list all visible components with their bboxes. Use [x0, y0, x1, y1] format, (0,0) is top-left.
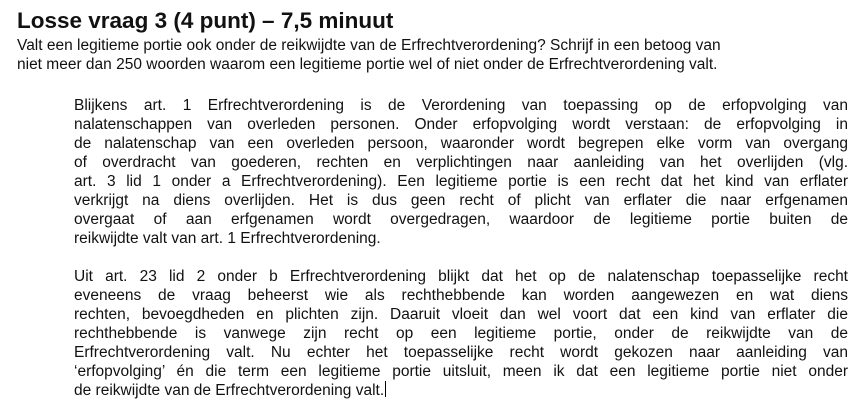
question-text: [17, 36, 853, 74]
answer-line: Blijkens art. 1 Erfrechtverordening is de Verordening van toepassing op de erfopvolging van: [74, 97, 848, 114]
answer-line: art. 3 lid 1 onder a Erfrechtverordening). Een legitieme portie is een recht dat het kind van erflater: [74, 173, 848, 190]
text-cursor: [385, 381, 386, 397]
answer-line: verkrijgt na diens overlijden. Het is dus geen recht of plicht van erflater die naar erfgenamen: [74, 192, 848, 209]
answer-line: de nalatenschap van een overleden persoon, waaronder wordt begrepen elke vorm van overgang: [74, 135, 848, 152]
answer-text-area[interactable]: [74, 96, 848, 400]
answer-line-text: de reikwijdte van de Erfrechtverordening valt.: [74, 382, 385, 399]
answer-line: rechthebbende is vanwege zijn recht op een legitieme portie, onder de reikwijdte van de: [74, 325, 848, 342]
question-title: Losse vraag 3 (4 punt) – 7,5 minuut: [17, 8, 394, 33]
answer-line: Erfrechtverordening valt. Nu echter het toepasselijke recht wordt gekozen naar aanleiding van: [74, 344, 848, 361]
answer-paragraph-2[interactable]: [74, 267, 848, 400]
answer-line: eveneens de vraag beheerst wie als rechthebbende kan worden aangewezen en wat diens: [74, 287, 848, 304]
answer-line: nalatenschappen van overleden personen. Onder erfopvolging wordt verstaan: de erfopvolging in: [74, 116, 848, 133]
question-text-line: Valt een legitieme portie ook onder de reikwijdte van de Erfrechtverordening? Schrijf in een betoog van: [17, 37, 721, 54]
answer-line: reikwijdte valt van art. 1 Erfrechtverordening.: [74, 230, 381, 247]
answer-line: Uit art. 23 lid 2 onder b Erfrechtverordening blijkt dat het op de nalatenschap toepasselijke recht: [74, 268, 848, 285]
answer-paragraph-1[interactable]: [74, 96, 848, 248]
answer-line: overgaat of aan erfgenamen wordt overgedragen, waardoor de legitieme portie buiten de: [74, 211, 848, 228]
answer-line-last: [74, 381, 848, 400]
answer-line: rechten, bevoegdheden en plichten zijn. Daaruit vloeit dan wel voort dat een kind van erflater die: [74, 306, 848, 323]
answer-line: ‘erfopvolging’ én die term een legitieme portie uitsluit, meen ik dat een legitieme portie niet onder: [74, 363, 848, 380]
question-text-line: niet meer dan 250 woorden waarom een legitieme portie wel of niet onder de Erfrechtverordening valt.: [17, 56, 718, 73]
answer-line: of overdracht van goederen, rechten en verplichtingen naar aanleiding van het overlijden (vlg.: [74, 154, 848, 171]
